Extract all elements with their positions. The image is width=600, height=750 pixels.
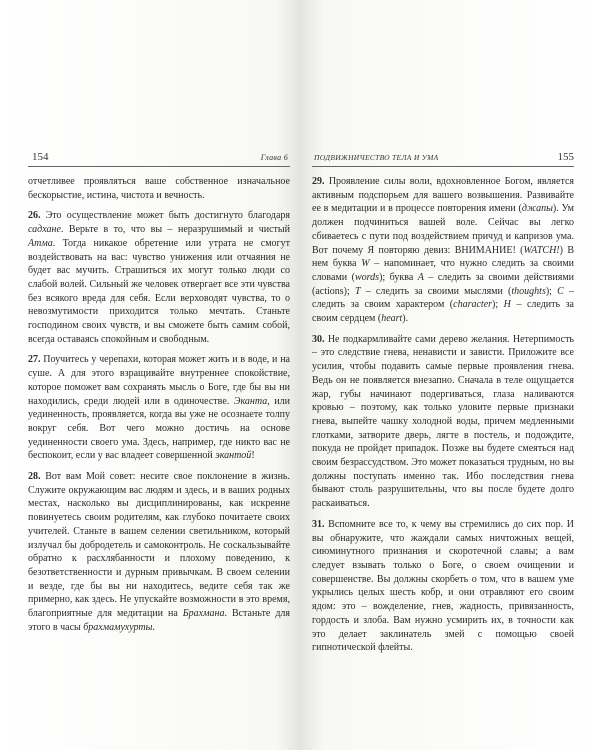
italic-term: джапы	[521, 203, 553, 215]
paragraph-text: – следить за своими действиями (actions);	[312, 271, 575, 297]
italic-term: брахмамухурты	[83, 621, 153, 633]
paragraph-number: 30.	[312, 333, 325, 345]
italic-term: садхане	[28, 224, 61, 236]
right-page-number: 155	[557, 151, 574, 163]
italic-term: WATCH!	[523, 244, 560, 256]
right-page-header	[312, 150, 574, 167]
left-page-body	[28, 167, 290, 635]
paragraph-text: ) В нем буква	[312, 244, 574, 270]
paragraph-text: );	[545, 285, 558, 297]
left-page-header	[28, 150, 290, 167]
paragraph-number: 28.	[28, 471, 41, 483]
italic-term: heart	[381, 313, 403, 325]
italic-term: words	[354, 271, 380, 283]
italic-term: character	[453, 299, 493, 311]
right-running-head: ПОДВИЖНИЧЕСТВО ТЕЛА И УМА	[314, 153, 439, 162]
italic-term: thoughts	[511, 285, 546, 297]
paragraph-text: отчетливее проявляться ваше собственное изначальное бескорыстие, истина, чистота и вечность.	[28, 176, 290, 201]
paragraph-text: – следить за своими мыслями (	[360, 285, 512, 297]
paragraph	[28, 175, 290, 202]
paragraph-text: ); буква	[379, 271, 418, 283]
paragraph	[28, 353, 290, 463]
paragraph-text: Поучитесь у черепахи, которая может жить и в воде, и на суше. А для этого взращивайте внутреннее спокойствие, которое поможет вам сохранять мысль о Боге, где бы вы ни находились, среди людей или в одиночестве.	[28, 354, 290, 407]
paragraph	[28, 470, 290, 634]
paragraph-text: Это осуществление может быть достигнуто благодаря	[40, 210, 290, 222]
paragraph-text: – напоминает, что нужно следить за своими словами (	[312, 258, 574, 283]
paragraph-text: Не подкармливайте сами дерево желания. Нетерпимость – это следствие гнева, ненависти и зависти. Приложите все усилия, чтобы подавить самые первые проявления гнева. Ведь он не появляется внезапно. Сначала в теле ощущается жар, губы начинают подергиваться, глаза наливаются кровью – поэтому, как только уловите первые признаки гнева, выпейте чашку холодной воды, причем медленными глотками, затворите дверь, лягте в постель, и подождите, покуда не пройдет припадок. Позже вы будете смеяться над своим безрассудством. Это может показаться трудным, но вы должны поступать именно так. Ибо последствия гнева бывают столь разрушительны, что вы после будете долго раскаиваться.	[312, 333, 574, 510]
paragraph-text: .	[152, 621, 155, 633]
paragraph-text: Вот вам Мой совет: несите свое поклонение в жизнь. Служите окружающим вас людям и здесь, и в ваших родных местах, насколько вы дисциплинированы, как искренне повинуетесь своим родителям, как глубоко почитаете своих учителей. Станьте в вашем селении светильником, который излучал бы добродетель и самоконтроль. Не соскальзывайте обратно к расхлябанности и плохому поведению, к безответственности и дурным привычкам. В своем селении и везде, где бы вы ни находитесь, ведите себя так же примерно, как здесь. Не упускайте возможности в это время, благоприятные для медитации на	[28, 471, 290, 620]
italic-term: A	[417, 271, 424, 283]
paragraph-text: . Верьте в то, что вы – неразрушимый и чистый	[60, 224, 290, 236]
left-running-head: Глава 6	[260, 153, 288, 162]
paragraph	[312, 518, 574, 655]
italic-term: C	[557, 285, 564, 297]
paragraph-text: Вспомните все то, к чему вы стремились до сих пор. И вы обнаружите, что жаждали самых ничтожных вещей, сиюминутного признания и скоротечной славы; а вам следует взывать только о Боге, о своем очищении и совершенстве. Вы должны скорбеть о том, что в вашем уме укрылись целых шесть кобр, и они отравляют его своим ядом: это – вожделение, гнев, жадность, привязанность, гордость и злоба. Вам нужно усмирить их, в точности как это делает заклинатель змей с помощью своей гипнотической флейты.	[312, 518, 574, 654]
right-page-body	[312, 167, 574, 655]
paragraph-text: !	[251, 450, 255, 462]
left-page-number: 154	[32, 151, 49, 163]
italic-term: Эканта	[233, 395, 268, 407]
paragraph-text: ). Ум должен подчиниться вашей воле. Сейчас вы легко сбиваетесь с пути под воздействием причуд и капризов ума. Вот почему Я повторяю девиз: ВНИМАНИЕ! (	[312, 203, 575, 256]
paragraph-text: . Тогда никакое обретение или утрата не смогут воздействовать на вас: чувство унижения или отчаяния не будет вас мучить. Страшиться их могут только люди со слабой волей. Сильный же человек отвергает все эти чувства без всякого вреда для себя. Если верховодят чувства, то о невозмутимости приходится только мечтать. Станьте господином своих чувств, и вы сможете быть самим собой, всегда оставаясь спокойным и свободным.	[28, 237, 290, 345]
paragraph-text: Проявление силы воли, вдохновленное Богом, является активным подспорьем для вашего возвышения. Развивайте ее в медитации и в процессе повторения имени (	[312, 176, 574, 215]
paragraph-text: );	[492, 299, 504, 311]
paragraph-text: . Встаньте для этого в часы	[28, 608, 290, 633]
paragraph-number: 31.	[312, 518, 325, 530]
paragraph-text: , или уединенность, проявляется, когда вы уже не осознаете толпу вокруг себя. Вот чего можно достичь на основе уединенности своего ума. Здесь, например, где никто вас не беспокоит, если у вас владеет совершенной	[28, 395, 290, 462]
paragraph	[312, 175, 574, 326]
italic-term: W	[361, 258, 370, 270]
paragraph	[28, 209, 290, 346]
paragraph-number: 27.	[28, 354, 41, 366]
italic-term: H	[503, 299, 511, 311]
paragraph-number: 26.	[28, 210, 41, 222]
italic-term: T	[354, 285, 361, 297]
paragraph-text: – следить за своим сердцем (	[312, 299, 574, 325]
left-page	[28, 150, 290, 642]
italic-term: экантой	[215, 450, 252, 462]
right-page	[312, 150, 574, 662]
italic-term: Брахмана	[182, 608, 225, 620]
paragraph-number: 29.	[312, 176, 325, 187]
paragraph-text: ).	[402, 313, 409, 325]
italic-term: Атма	[28, 237, 53, 249]
paragraph	[312, 333, 574, 511]
paragraph-text: – следить за своим характером (	[312, 285, 575, 311]
